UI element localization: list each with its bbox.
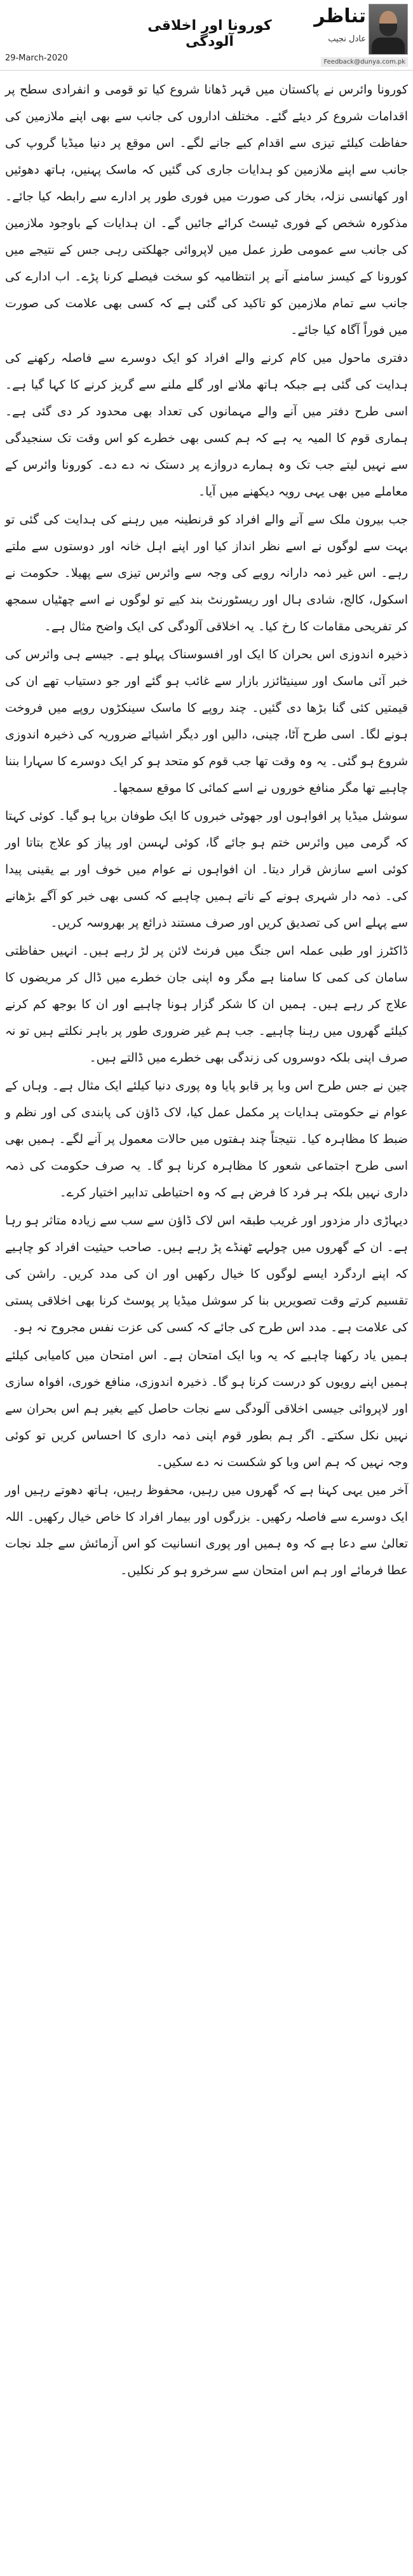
publish-date: 29-March-2020 [5,53,68,63]
paragraph: سوشل میڈیا پر افواہوں اور جھوٹی خبروں کا ایک طوفان برپا ہو گیا۔ کوئی کہتا کہ گرمی میں وائرس ختم ہو جائے گا، کوئی لہسن اور پیاز کو علاج بتاتا اور کوئی اسے سازش قرار دیتا۔ ان افواہوں نے عوام میں خوف اور بے یقینی پیدا کی۔ ذمہ دار شہری ہونے کے ناتے ہمیں چاہیے کہ کسی بھی خبر کو آگے بڑھانے سے پہلے اس کی تصدیق کریں اور صرف مستند ذرائع پر بھروسہ کریں۔ [5,809,408,930]
column-brand [300,4,408,67]
paragraph: چین نے جس طرح اس وبا پر قابو پایا وہ پوری دنیا کیلئے ایک مثال ہے۔ وہاں کے عوام نے حکومتی ہدایات پر مکمل عمل کیا، لاک ڈاؤن کی پابندی کی اور نظم و ضبط کا مظاہرہ کیا۔ نتیجتاً چند ہفتوں میں حالات معمول پر آنے لگے۔ ہمیں بھی اسی طرح اجتماعی شعور کا مظاہرہ کرنا ہو گا۔ یہ صرف حکومت کی ذمہ داری نہیں بلکہ ہر فرد کا فرض ہے کہ وہ احتیاطی تدابیر اختیار کرے۔ [5,1079,408,1200]
paragraph: ذخیرہ اندوزی اس بحران کا ایک اور افسوسناک پہلو ہے۔ جیسے ہی وائرس کی خبر آئی ماسک اور سینیٹائزر بازار سے غائب ہو گئے اور جو دستیاب تھے ان کی قیمتیں کئی گنا بڑھا دی گئیں۔ چند روپے کا ماسک سینکڑوں روپے میں فروخت ہونے لگا۔ اسی طرح آٹا، چینی، دالیں اور دیگر اشیائے ضروریہ کی ذخیرہ اندوزی شروع ہو گئی۔ یہ وہ وقت تھا جب قوم کو متحد ہو کر ایک دوسرے کا سہارا بننا چاہیے تھا مگر منافع خوروں نے اسے کمائی کا موقع سمجھا۔ [5,647,408,795]
article-body [5,76,408,1585]
article-header [0,0,413,71]
paragraph: ہمیں یاد رکھنا چاہیے کہ یہ وبا ایک امتحان ہے۔ اس امتحان میں کامیابی کیلئے ہمیں اپنے رویوں کو درست کرنا ہو گا۔ ذخیرہ اندوزی، منافع خوری، افواہ سازی اور لاپروائی جیسی اخلاقی آلودگی سے نجات حاصل کیے بغیر ہم اس بحران سے نہیں نکل سکتے۔ اگر ہم بطور قوم اپنی ذمہ داری کا احساس کریں تو کوئی وجہ نہیں کہ ہم اس وبا کو شکست نہ دے سکیں۔ [5,1348,408,1469]
paragraph: جب بیرون ملک سے آنے والے افراد کو قرنطینہ میں رہنے کی ہدایت کی گئی تو بہت سے لوگوں نے اسے نظر انداز کیا اور اپنے اہل خانہ اور دوستوں سے ملتے رہے۔ اس غیر ذمہ دارانہ رویے کی وجہ سے وائرس تیزی سے پھیلا۔ حکومت نے اسکول، کالج، شادی ہال اور ریسٹورنٹ بند کیے تو لوگوں نے اسے چھٹیاں سمجھ کر تفریحی مقامات کا رخ کیا۔ یہ اخلاقی آلودگی کی ایک واضح مثال ہے۔ [5,513,408,634]
article-title: کورونا اور اخلاقی آلودگی [147,18,272,50]
paragraph: کورونا وائرس نے پاکستان میں قہر ڈھانا شروع کیا تو قومی و انفرادی سطح پر اقدامات شروع کر دیئے گئے۔ مختلف اداروں کی جانب سے بھی اپنے ملازمین کی حفاظت کیلئے تیزی سے اقدام کیے جانے لگے۔ اس موقع پر دنیا میڈیا گروپ کی جانب سے اپنے ملازمین کو ہدایات جاری کی گئیں کہ ماسک پہنیں، ہاتھ دھوئیں اور کھانسی نزلہ، بخار کی صورت میں فوری طور پر ادارے سے رابطہ کیا جائے۔ مذکورہ شخص کے فوری ٹیسٹ کرائے جائیں گے۔ ان ہدایات کے باوجود ملازمین کی جانب سے عمومی طرز عمل میں لاپروائی جھلکتی رہی جس کے نتیجے میں کورونا کے کیسز سامنے آنے پر انتظامیہ کو سخت فیصلے کرنا پڑے۔ اب ادارے کی جانب سے تمام ملازمین کو تاکید کی گئی ہے کہ کسی بھی علامت کی صورت میں فوراً آگاہ کیا جائے۔ [5,83,408,337]
feedback-email: Feedback@dunya.com.pk [321,57,408,67]
paragraph: آخر میں یہی کہنا ہے کہ گھروں میں رہیں، محفوظ رہیں، ہاتھ دھوتے رہیں اور ایک دوسرے سے فاصلہ رکھیں۔ بزرگوں اور بیمار افراد کا خاص خیال رکھیں۔ اللہ تعالیٰ سے دعا ہے کہ وہ ہمیں اور پوری انسانیت کو اس آزمائش سے جلد نجات عطا فرمائے اور ہم اس امتحان سے سرخرو ہو کر نکلیں۔ [5,1483,409,1577]
paragraph: ڈاکٹرز اور طبی عملہ اس جنگ میں فرنٹ لائن پر لڑ رہے ہیں۔ انہیں حفاظتی سامان کی کمی کا سامنا ہے مگر وہ اپنی جان خطرے میں ڈال کر مریضوں کا علاج کر رہے ہیں۔ ہمیں ان کا شکر گزار ہونا چاہیے اور ان کا بوجھ کم کرنے کیلئے گھروں میں رہنا چاہیے۔ جب ہم غیر ضروری طور پر باہر نکلتے ہیں تو نہ صرف اپنی بلکہ دوسروں کی زندگی بھی خطرے میں ڈالتے ہیں۔ [5,944,408,1065]
paragraph: دیہاڑی دار مزدور اور غریب طبقہ اس لاک ڈاؤن سے سب سے زیادہ متاثر ہو رہا ہے۔ ان کے گھروں میں چولہے ٹھنڈے پڑ رہے ہیں۔ صاحب حیثیت افراد کو چاہیے کہ اپنے اردگرد ایسے لوگوں کا خیال رکھیں اور ان کی مدد کریں۔ راشن کی تقسیم کرتے وقت تصویریں بنا کر سوشل میڈیا پر پوسٹ کرنا بھی اخلاقی پستی کی علامت ہے۔ مدد اس طرح کی جائے کہ کسی کی عزت نفس مجروح نہ ہو۔ [5,1214,408,1334]
column-logo: تناظر [314,5,366,27]
paragraph: دفتری ماحول میں کام کرنے والے افراد کو ایک دوسرے سے فاصلہ رکھنے کی ہدایت کی گئی ہے جبکہ ہاتھ ملانے اور گلے ملنے سے گریز کرنے کا کہا گیا ہے۔ اسی طرح دفتر میں آنے والے مہمانوں کی تعداد بھی محدود کر دی گئی ہے۔ ہماری قوم کا المیہ یہ ہے کہ ہم کسی بھی خطرے کو اس وقت تک سنجیدگی سے نہیں لیتے جب تک وہ ہمارے دروازے پر دستک نہ دے دے۔ کورونا وائرس کے معاملے میں بھی یہی رویہ دیکھنے میں آیا۔ [5,351,408,499]
author-photo [369,4,408,55]
author-name: عادل نجیب [328,34,366,44]
